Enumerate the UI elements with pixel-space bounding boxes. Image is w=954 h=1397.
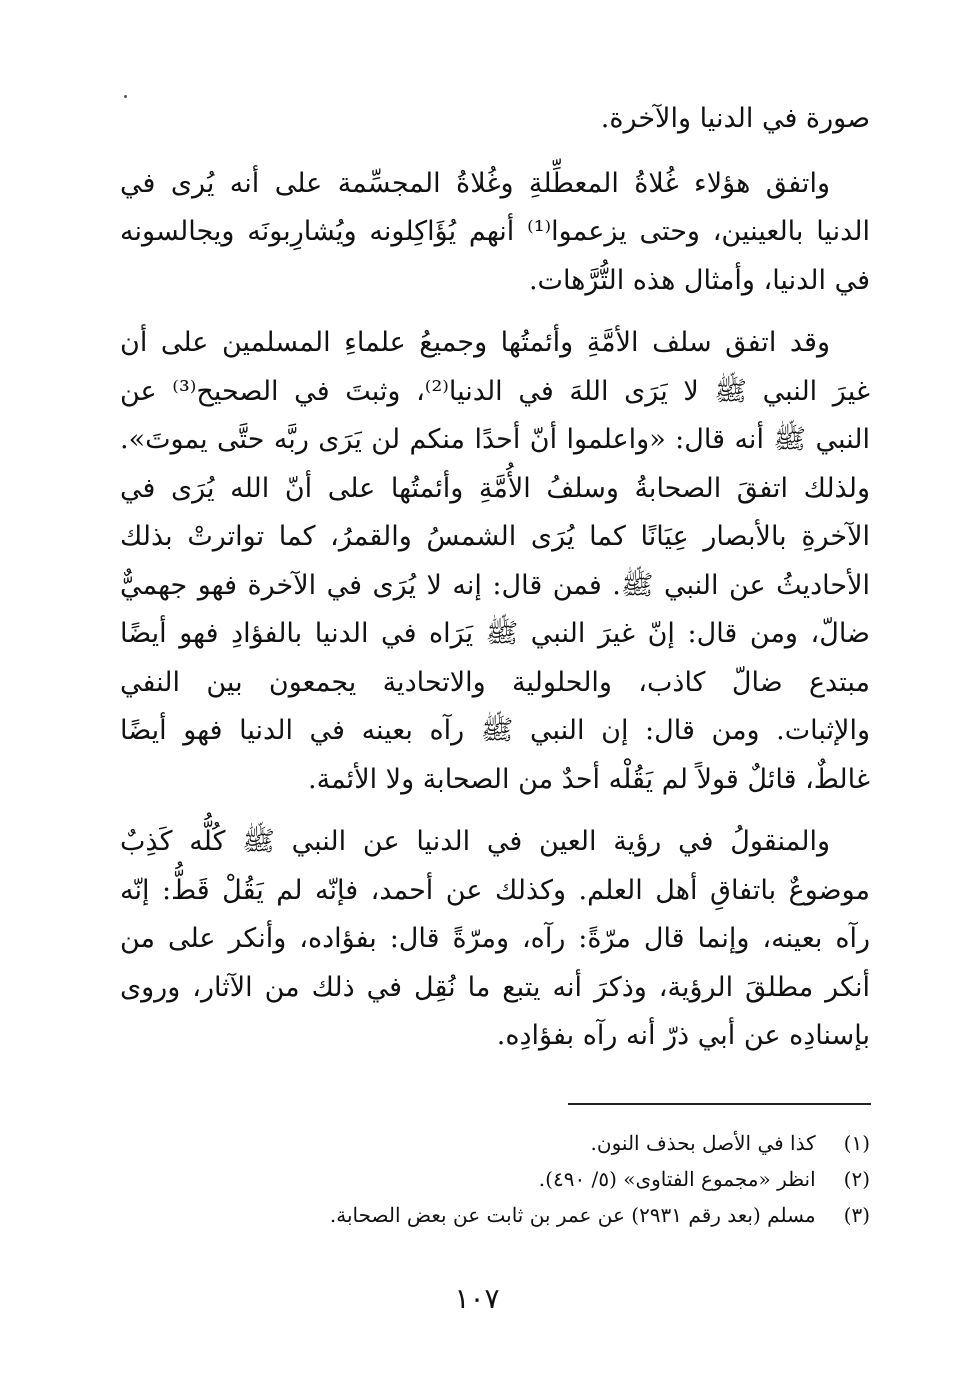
text-line: ولذلك اتفقَ الصحابةُ وسلفُ الأُمَّةِ وأئمتُها على أنّ الله يُرَى في	[120, 472, 870, 504]
footnote-number: (١)	[843, 1131, 870, 1155]
main-text	[120, 95, 870, 1075]
footnote-number: (٢)	[843, 1167, 870, 1191]
paragraph	[120, 319, 870, 804]
text-line: ضالّ، ومن قال: إنّ غيرَ النبي ﷺ يَرَاه في الدنيا بالفؤادِ فهو أيضًا	[120, 618, 870, 649]
paragraph	[120, 160, 870, 306]
text-line: غالطٌ، قائلٌ قولاً لم يَقُلْه أحدٌ من الصحابة ولا الأئمة.	[308, 763, 870, 795]
text-line: والمنقولُ في رؤية العين في الدنيا عن النبي ﷺ كُلُّه كَذِبٌ	[120, 826, 830, 857]
text-line: بإسنادِه عن أبي ذرّ أنه رآه بفؤادِه.	[496, 1020, 870, 1051]
page-number: ١٠٧	[454, 1282, 500, 1315]
text-line: أنكر مطلقَ الرؤية، وذكرَ أنه يتبع ما نُقِل في ذلك من الآثار، وروى	[120, 971, 870, 1003]
text-line: رآه بعينه، وإنما قال مرّةً: رآه، ومرّةً قال: بفؤاده، وأنكر على من	[120, 923, 870, 954]
text-line: وقد اتفق سلف الأمَّةِ وأئمتُها وجميعُ علماءِ المسلمين على أن	[120, 327, 830, 358]
footnote-text: مسلم (بعد رقم ٢٩٣١) عن عمر بن ثابت عن بعض الصحابة.	[329, 1203, 816, 1227]
footnote-text: كذا في الأصل بحذف النون.	[590, 1131, 816, 1155]
footnote-separator	[568, 1103, 871, 1105]
footnote-text: انظر «مجموع الفتاوى» (٥/ ٤٩٠).	[538, 1167, 816, 1191]
text-line: الآخرةِ بالأبصار عِيَانًا كما يُرَى الشمسُ والقمرُ، كما تواترتْ بذلك	[120, 521, 870, 552]
footnotes	[200, 1125, 870, 1233]
paragraph	[120, 818, 870, 1061]
text-line: مبتدع ضالّ كاذب، والحلولية والاتحادية يجمعون بين النفي	[120, 666, 870, 698]
text-line: النبي ﷺ أنه قال: «واعلموا أنّ أحدًا منكم لن يَرَى ربَّه حتَّى يموتَ».	[120, 424, 870, 455]
text-line: غيرَ النبي ﷺ لا يَرَى اللهَ في الدنيا⁽²⁾، وثبتَ في الصحيح⁽³⁾ عن	[120, 375, 870, 407]
text-line: الأحاديثُ عن النبي ﷺ. فمن قال: إنه لا يُرَى في الآخرة فهو جهميٌّ	[120, 569, 870, 601]
text-line: في الدنيا، وأمثال هذه التُّرَّهات.	[528, 264, 870, 296]
text-line: الدنيا بالعينين، وحتى يزعموا⁽¹⁾ أنهم يُؤَاكِلونه ويُشارِبونَه ويجالسونه	[120, 216, 870, 247]
footnote	[200, 1125, 870, 1161]
text-line: موضوعٌ باتفاقِ أهل العلم. وكذلك عن أحمد، فإنّه لم يَقُلْ قَطُّ: إنّه	[120, 874, 870, 906]
text-line: والإثبات. ومن قال: إن النبي ﷺ رآه بعينه في الدنيا فهو أيضًا	[120, 715, 870, 746]
footnote-number: (٣)	[843, 1203, 870, 1227]
text-line: واتفق هؤلاء غُلاةُ المعطِّلةِ وغُلاةُ المجسِّمة على أنه يُرى في	[120, 167, 830, 199]
paragraph	[120, 95, 870, 144]
footnote	[200, 1161, 870, 1197]
footnote	[200, 1197, 870, 1233]
text-line: صورة في الدنيا والآخرة.	[600, 103, 870, 134]
